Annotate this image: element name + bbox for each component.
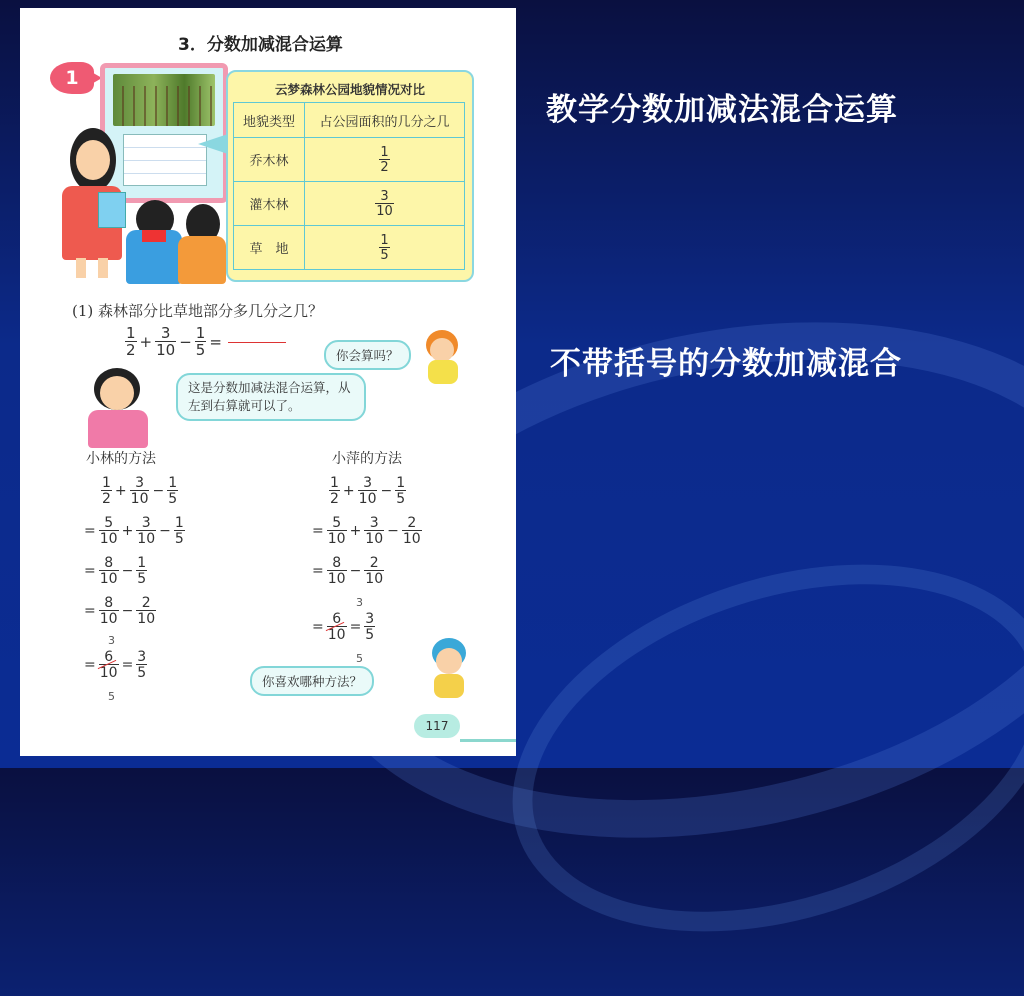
table-header-row bbox=[234, 103, 465, 138]
speech-bubble-which-method: 你喜欢哪种方法？ bbox=[250, 666, 374, 696]
land-type-table-box bbox=[226, 70, 474, 282]
cancel-top-digit: 3 bbox=[108, 634, 115, 647]
table-cell-type: 草 地 bbox=[234, 226, 305, 270]
problem-expression: $\frac{1}{2}$ + $\frac{3}{10}$ − $\frac{1}{5}$ = bbox=[124, 326, 286, 358]
land-type-table bbox=[233, 102, 465, 270]
table-cell-type: 乔木林 bbox=[234, 138, 305, 182]
speech-bubble-can-you: 你会算吗？ bbox=[324, 340, 411, 370]
method-lin-title: 小林的方法 bbox=[86, 451, 156, 467]
table-row bbox=[234, 138, 465, 182]
page-number: 117 bbox=[414, 714, 460, 738]
table-cell-fraction: $\frac{3}{10}$ bbox=[305, 182, 465, 226]
table-header-cell: 地貌类型 bbox=[234, 103, 305, 138]
example-number-badge: 1 bbox=[50, 62, 94, 94]
girl-student-illustration bbox=[178, 204, 228, 284]
question-text: (1) 森林部分比草地部分多几分之几？ bbox=[72, 302, 324, 320]
section-title: 3．分数加减混合运算 bbox=[178, 35, 343, 55]
page-footer-rule bbox=[460, 739, 516, 742]
cancel-bottom-digit: 5 bbox=[356, 652, 363, 665]
girl-explaining-illustration bbox=[84, 368, 162, 448]
table-cell-type: 灌木林 bbox=[234, 182, 305, 226]
fairy-boy-illustration bbox=[424, 638, 476, 704]
info-box-pointer bbox=[198, 134, 228, 154]
table-title: 云梦森林公园地貌情况对比 bbox=[274, 82, 425, 97]
method-lin-calculation: $\frac{1}{2}$ + $\frac{3}{10}$ − $\frac{1}{5}$ = $\frac{5}{10}$ + $\frac{3}{10}$ − $\frac{1}{5}$ = $\frac{8}{10}$ − $\frac{1}{5}$ = $\frac{8}{10}$ − $\frac{2}{10}$ 3 = $\frac{6}{10}$ = $\frac{3}{5}$ 5 bbox=[84, 475, 184, 703]
boy-student-illustration bbox=[124, 200, 184, 284]
fairy-girl-illustration bbox=[418, 328, 470, 390]
table-cell-fraction: $\frac{1}{2}$ bbox=[305, 138, 465, 182]
method-ping-title: 小萍的方法 bbox=[332, 451, 402, 467]
table-header-cell: 占公园面积的几分之几 bbox=[305, 103, 465, 138]
slide-title: 教学分数加减法混合运算 bbox=[546, 92, 898, 128]
table-cell-fraction: $\frac{1}{5}$ bbox=[305, 226, 465, 270]
table-row bbox=[234, 226, 465, 270]
method-ping-calculation: $\frac{1}{2}$ + $\frac{3}{10}$ − $\frac{1}{5}$ = $\frac{5}{10}$ + $\frac{3}{10}$ − $\frac{2}{10}$ = $\frac{8}{10}$ − $\frac{2}{10}$ 3 = $\frac{6}{10}$ = $\frac{3}{5}$ 5 bbox=[312, 475, 421, 665]
slide-subtitle: 不带括号的分数加减混合 bbox=[550, 346, 902, 382]
answer-blank bbox=[228, 342, 286, 343]
speech-bubble-explain: 这是分数加减法混合运算，从左到右算就可以了。 bbox=[176, 373, 366, 421]
table-row bbox=[234, 182, 465, 226]
cancel-top-digit: 3 bbox=[356, 596, 363, 609]
cancel-bottom-digit: 5 bbox=[108, 690, 115, 703]
textbook-page bbox=[20, 8, 516, 756]
forest-trunks bbox=[113, 86, 215, 126]
